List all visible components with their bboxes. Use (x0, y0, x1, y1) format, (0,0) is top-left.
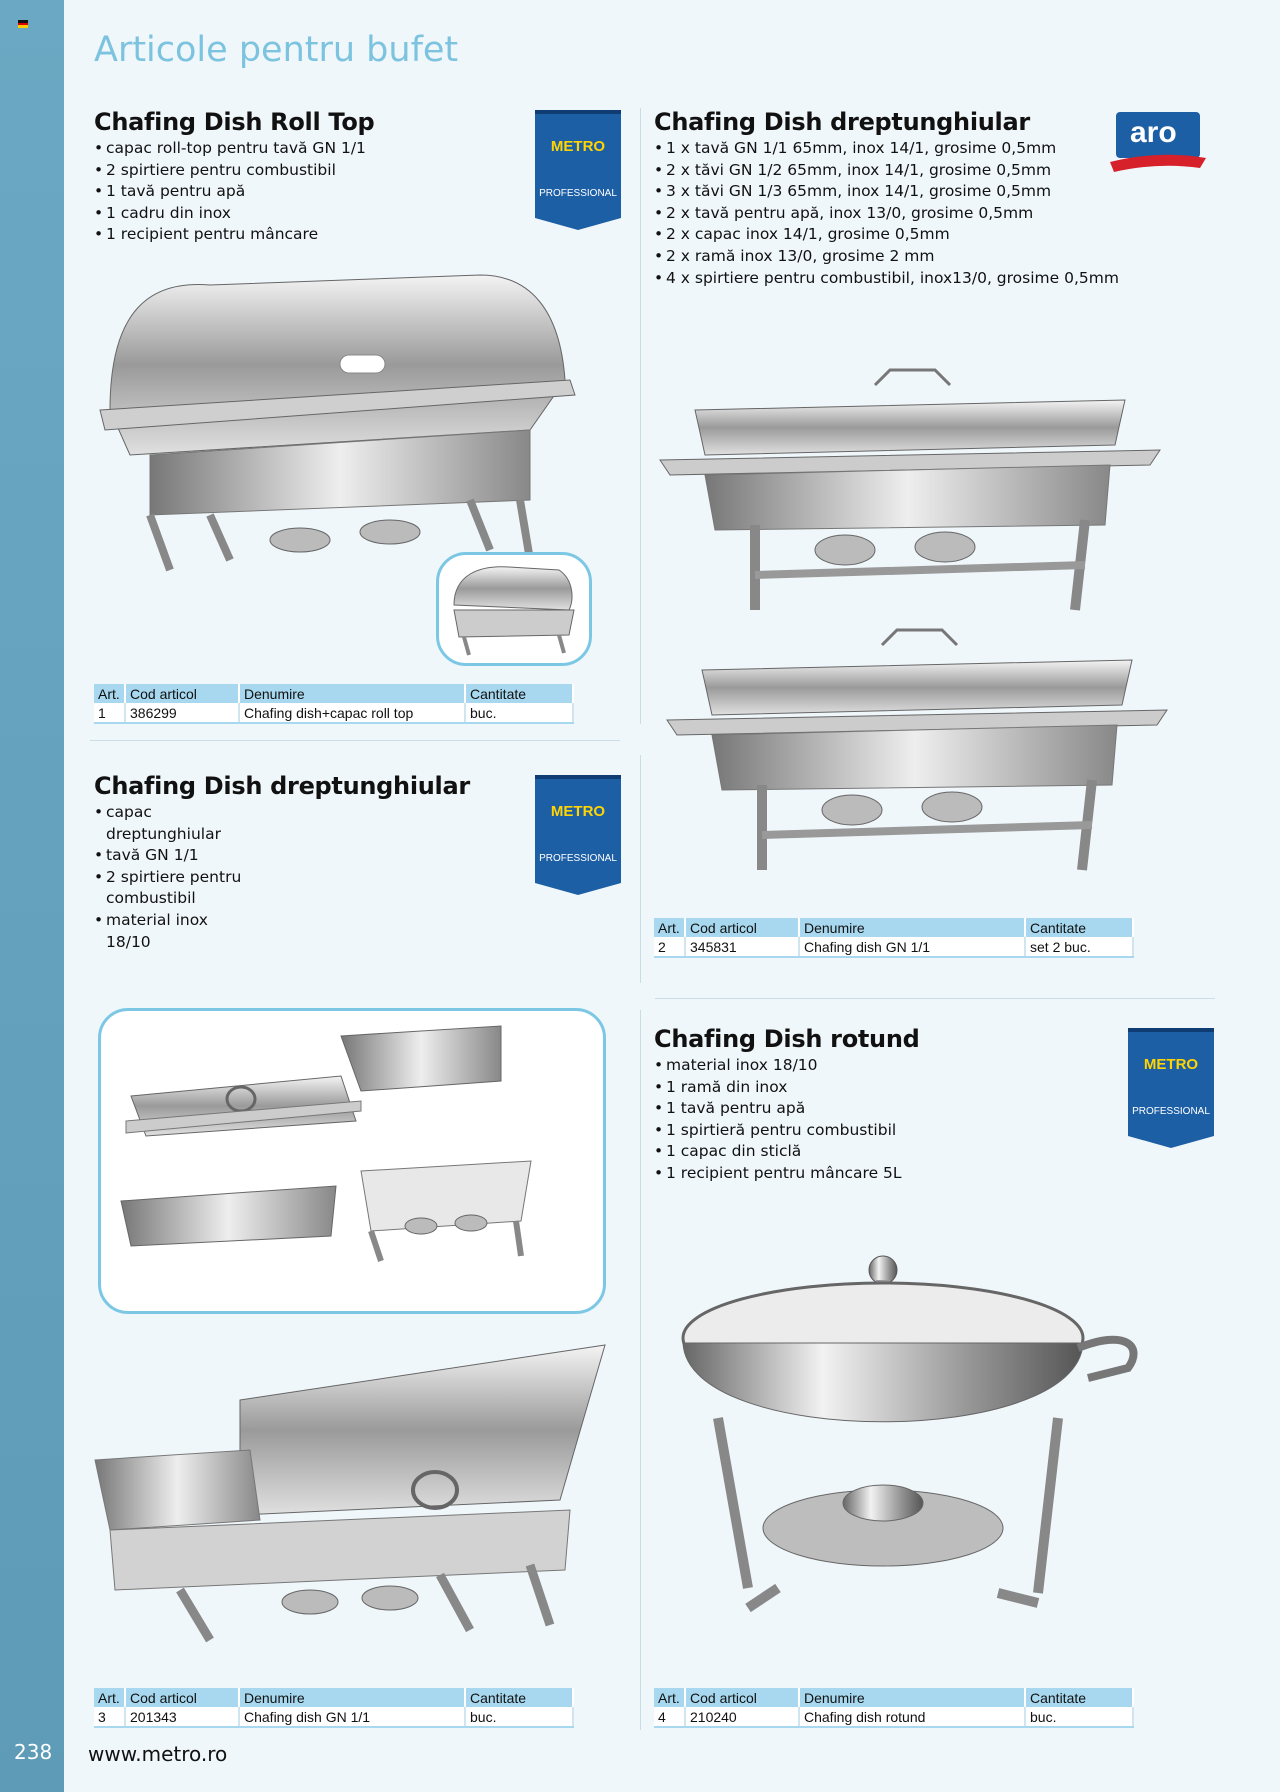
col-qty: Cantitate (465, 1688, 573, 1707)
product-title: Chafing Dish dreptunghiular (654, 108, 1030, 136)
cell-name: Chafing dish rotund (799, 1707, 1025, 1727)
feature-item: • 1 recipient pentru mâncare (94, 224, 366, 246)
cell-code: 386299 (125, 703, 239, 723)
feature-item: • 1 tavă pentru apă (654, 1098, 902, 1120)
feature-item: • 1 capac din sticlă (654, 1141, 902, 1163)
professional-label: PROFESSIONAL (539, 853, 617, 864)
aro-label: aro (1130, 116, 1177, 149)
col-qty: Cantitate (1025, 918, 1133, 937)
product-table (94, 684, 574, 724)
product-table (654, 1688, 1134, 1728)
feature-item: • 1 tavă pentru apă (94, 181, 366, 203)
product-features (94, 138, 366, 246)
col-code: Cod articol (125, 684, 239, 703)
col-qty: Cantitate (1025, 1688, 1133, 1707)
cell-code: 345831 (685, 937, 799, 957)
feature-item: • 4 x spirtiere pentru combustibil, inox13/0, grosime 0,5mm (654, 268, 1119, 290)
cell-art: 3 (94, 1707, 125, 1727)
round-chafing-dish-image (658, 1248, 1148, 1618)
cell-art: 4 (654, 1707, 685, 1727)
metro-label: METRO (1143, 1056, 1199, 1073)
feature-item: • 2 x tăvi GN 1/2 65mm, inox 14/1, grosime 0,5mm (654, 160, 1119, 182)
cell-art: 1 (94, 703, 125, 723)
col-code: Cod articol (685, 918, 799, 937)
product-title: Chafing Dish dreptunghiular (94, 772, 470, 800)
metro-label: METRO (550, 803, 606, 820)
col-code: Cod articol (685, 1688, 799, 1707)
col-name: Denumire (799, 1688, 1025, 1707)
product-table (94, 1688, 574, 1728)
professional-label: PROFESSIONAL (539, 188, 617, 199)
left-sidebar-band (0, 0, 64, 1792)
col-code: Cod articol (125, 1688, 239, 1707)
table-row (94, 703, 573, 723)
metro-professional-logo (535, 775, 621, 895)
col-art: Art. (654, 1688, 685, 1707)
footer-url[interactable]: www.metro.ro (88, 1742, 228, 1766)
metro-professional-logo (1128, 1028, 1214, 1148)
page-number: 238 (14, 1740, 53, 1764)
feature-item: • 2 spirtiere pentru combustibil (94, 867, 244, 910)
product-features (654, 138, 1119, 289)
cell-qty: set 2 buc. (1025, 937, 1133, 957)
cell-code: 201343 (125, 1707, 239, 1727)
rectangular-chafing-dish-image (662, 625, 1172, 885)
table-row (654, 937, 1133, 957)
col-name: Denumire (239, 684, 465, 703)
cell-name: Chafing dish GN 1/1 (799, 937, 1025, 957)
col-art: Art. (654, 918, 685, 937)
feature-item: • 1 recipient pentru mâncare 5L (654, 1163, 902, 1185)
feature-item: • capac dreptunghiular (94, 802, 244, 845)
rectangular-chafing-dish-image (655, 365, 1165, 625)
cell-qty: buc. (1025, 1707, 1133, 1727)
cell-qty: buc. (465, 1707, 573, 1727)
feature-item: • 1 cadru din inox (94, 203, 366, 225)
cell-code: 210240 (685, 1707, 799, 1727)
product-features (94, 802, 244, 953)
roll-top-open-thumbnail (436, 552, 592, 666)
professional-label: PROFESSIONAL (1132, 1106, 1210, 1117)
components-image-frame (98, 1008, 606, 1314)
feature-item: • capac roll-top pentru tavă GN 1/1 (94, 138, 366, 160)
cell-name: Chafing dish GN 1/1 (239, 1707, 465, 1727)
product-table (654, 918, 1134, 958)
feature-item: • 2 x tavă pentru apă, inox 13/0, grosime 0,5mm (654, 203, 1119, 225)
feature-item: • 2 x ramă inox 13/0, grosime 2 mm (654, 246, 1119, 268)
feature-item: • tavă GN 1/1 (94, 845, 244, 867)
feature-item: • 3 x tăvi GN 1/3 65mm, inox 14/1, grosime 0,5mm (654, 181, 1119, 203)
rectangular-chafing-dish-open-lid-image (90, 1340, 610, 1660)
feature-item: • 2 spirtiere pentru combustibil (94, 160, 366, 182)
product-title: Chafing Dish rotund (654, 1025, 920, 1053)
metro-professional-logo (535, 110, 621, 230)
col-name: Denumire (799, 918, 1025, 937)
product-title: Chafing Dish Roll Top (94, 108, 375, 136)
feature-item: • 2 x capac inox 14/1, grosime 0,5mm (654, 224, 1119, 246)
feature-item: • 1 x tavă GN 1/1 65mm, inox 14/1, grosime 0,5mm (654, 138, 1119, 160)
aro-logo (1108, 110, 1208, 180)
column-divider (640, 755, 641, 983)
table-row (94, 1707, 573, 1727)
row-divider (655, 998, 1215, 999)
col-name: Denumire (239, 1688, 465, 1707)
col-art: Art. (94, 684, 125, 703)
column-divider (640, 1010, 641, 1730)
feature-item: • material inox 18/10 (654, 1055, 902, 1077)
table-row (654, 1707, 1133, 1727)
metro-label: METRO (550, 138, 606, 155)
cell-art: 2 (654, 937, 685, 957)
col-art: Art. (94, 1688, 125, 1707)
section-title: Articole pentru bufet (94, 30, 459, 70)
row-divider (90, 740, 620, 741)
romania-flag-icon (18, 20, 28, 28)
roll-top-chafing-dish-image (90, 270, 590, 590)
feature-item: • material inox 18/10 (94, 910, 244, 953)
column-divider (640, 108, 641, 724)
product-features (654, 1055, 902, 1185)
feature-item: • 1 ramă din inox (654, 1077, 902, 1099)
cell-qty: buc. (465, 703, 573, 723)
feature-item: • 1 spirtieră pentru combustibil (654, 1120, 902, 1142)
col-qty: Cantitate (465, 684, 573, 703)
cell-name: Chafing dish+capac roll top (239, 703, 465, 723)
